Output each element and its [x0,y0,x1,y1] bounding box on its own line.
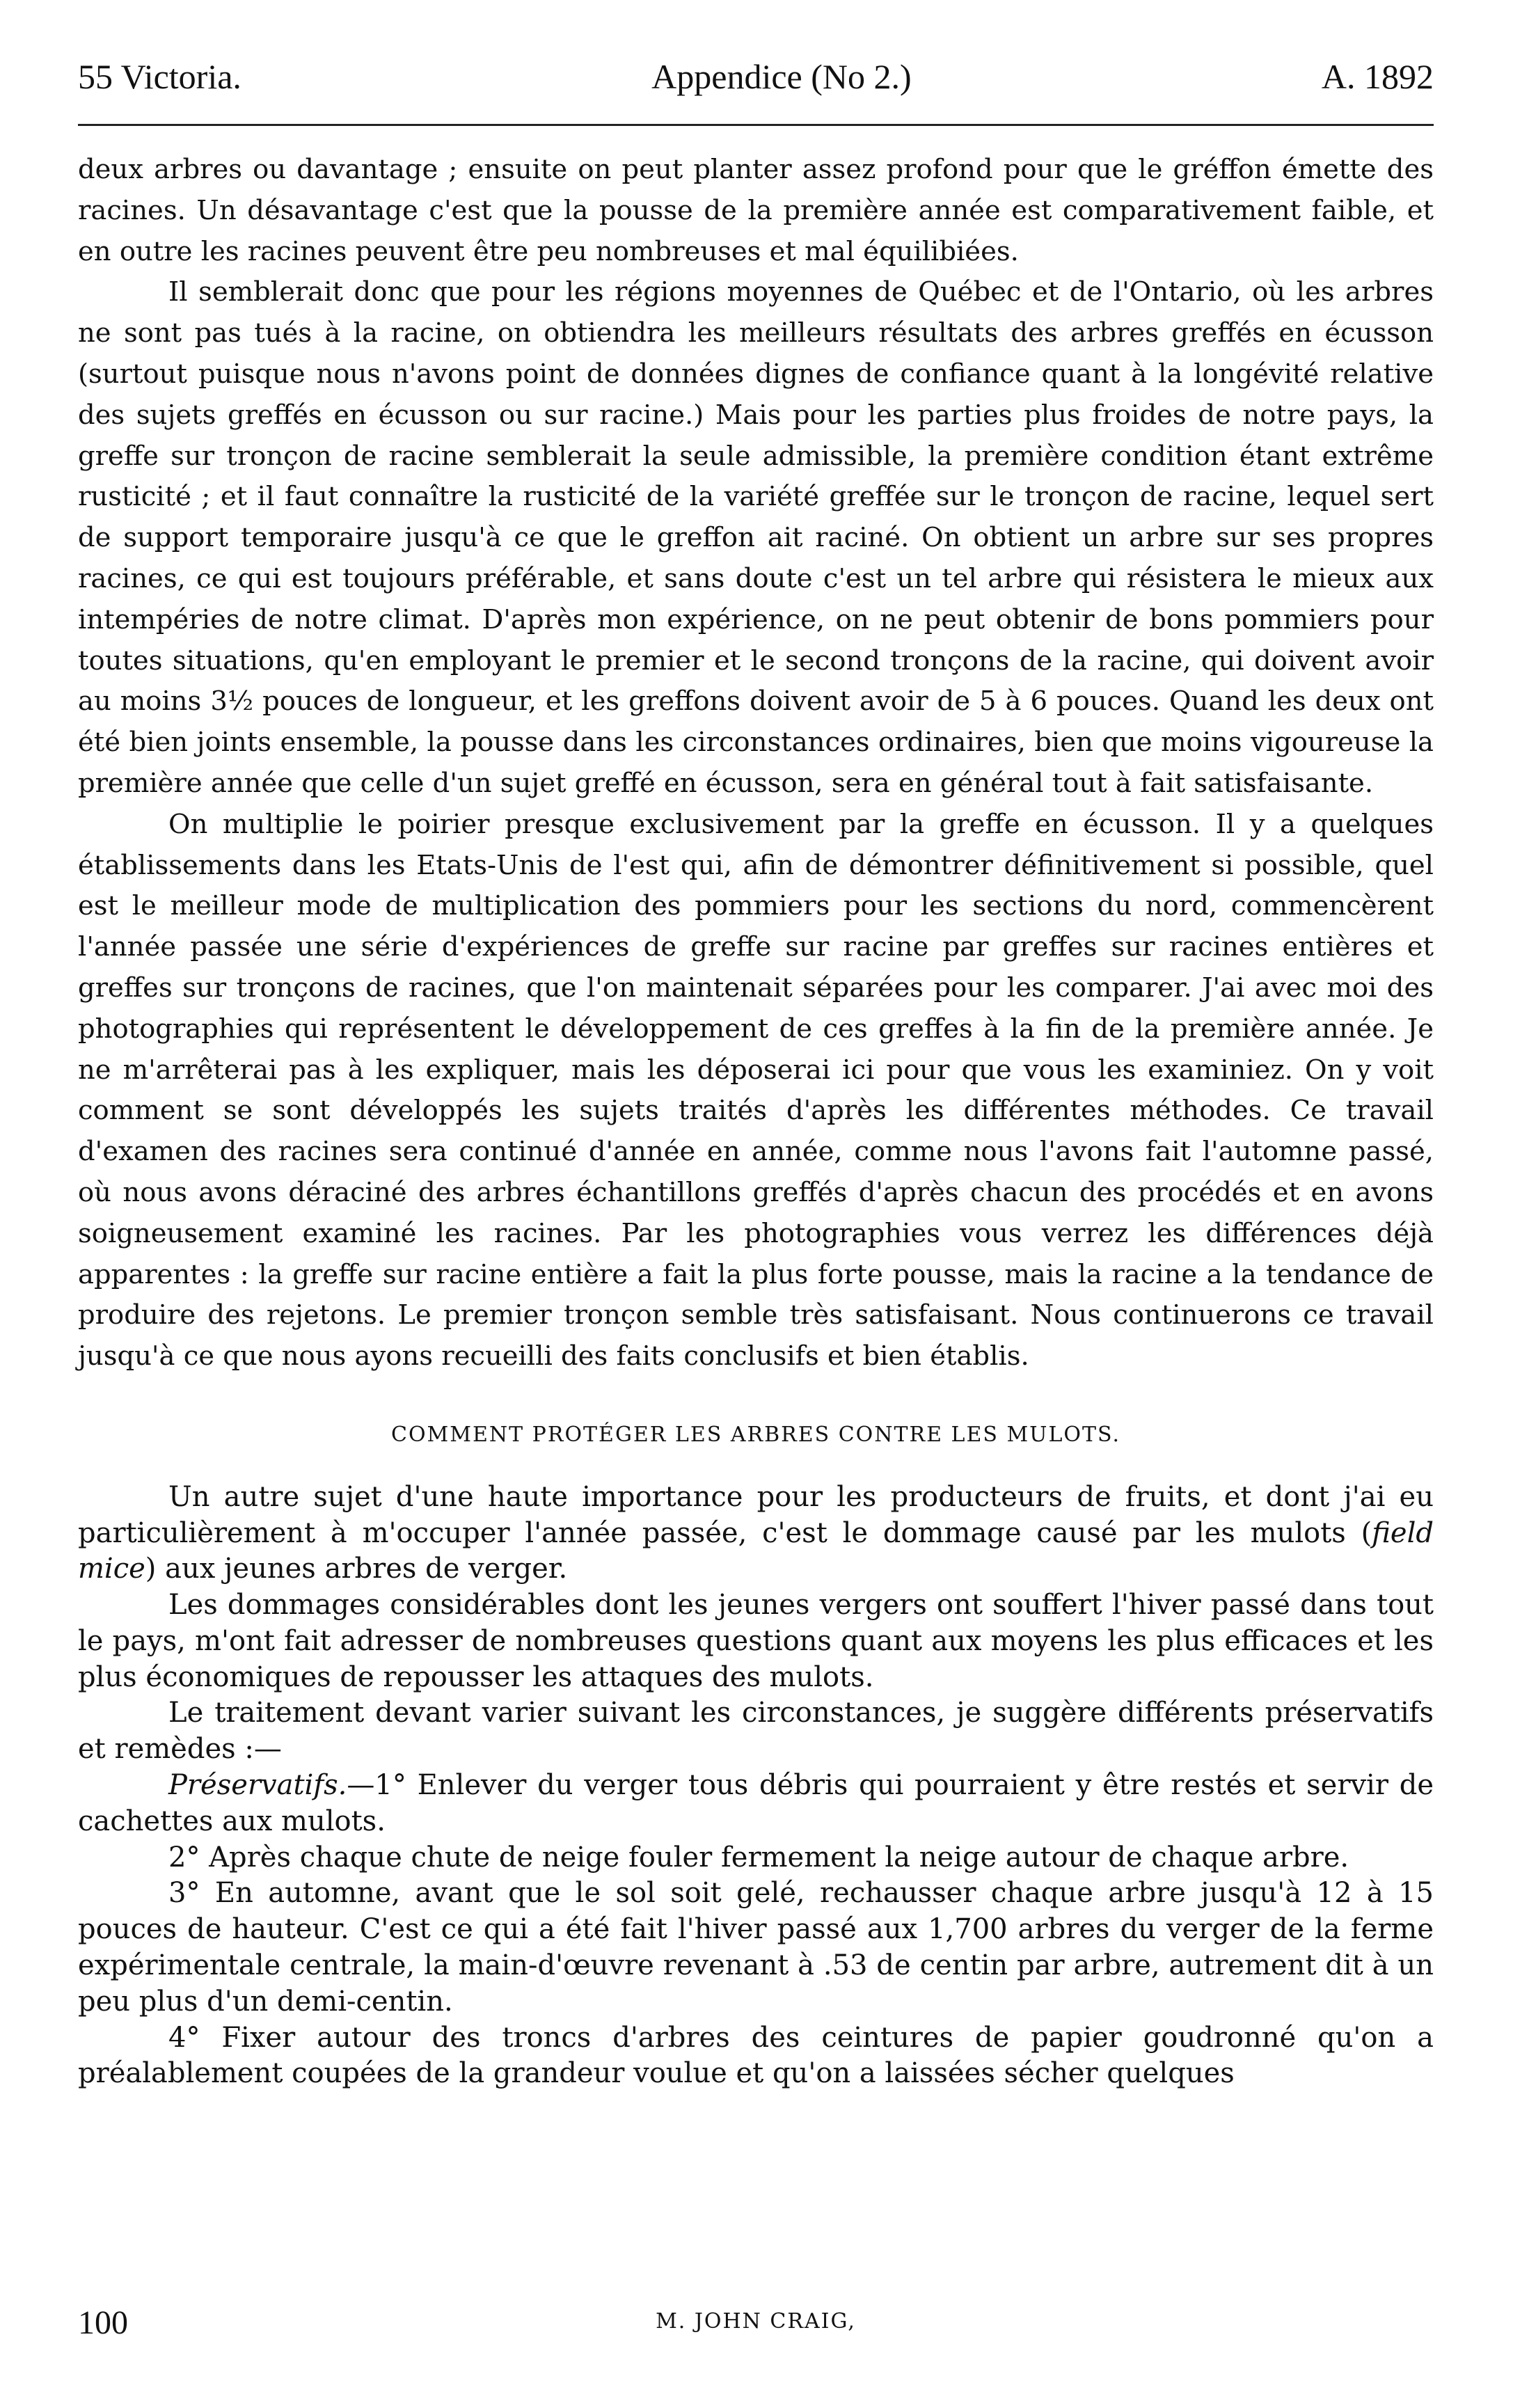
header-right: A. 1892 [1321,57,1434,96]
section-heading: COMMENT PROTÉGER LES ARBRES CONTRE LES MULOTS. [390,1422,1120,1447]
running-footer-author: M. JOHN CRAIG, [656,2309,856,2334]
paragraph: On multiplie le poirier presque exclusivement par la greffe en écusson. Il y a quelques établissements dans les Etats-Unis de l'est qui, afin de démontrer définitivement si possible, quel est le meilleur mode de multiplication des pommiers pour les sections du nord, commencèrent l'année passée une série d'expériences de greffe sur racine par greffes sur racines entières et greffes sur tronçons de racines, que l'on maintenait séparées pour les comparer. J'ai avec moi des photographies qui représentent le développement de ces greffes à la fin de la première année. Je ne m'arrêterai pas à les expliquer, mais les déposerai ici pour que vous les examiniez. On y voit comment se sont développés les sujets traités d'après les différentes méthodes. Ce travail d'examen des racines sera continué d'année en année, comme nous l'avons fait l'automne passé, où nous avons déraciné des arbres échantillons greffés d'après chacun des procédés et en avons soigneusement examiné les racines. Par les photographies vous verrez les différences déjà apparentes : la greffe sur racine entière a fait la plus forte pousse, mais la racine a la tendance de produire des rejetons. Le premier tronçon semble très satisfaisant. Nous continuerons ce travail jusqu'à ce que nous ayons recueilli des faits conclusifs et bien établis. [78,808,1434,1372]
header-center: Appendice (No 2.) [651,57,912,96]
section-mulots [78,1480,1434,2093]
paragraph-text: Un autre sujet d'une haute importance pour les producteurs de fruits, et dont j'ai eu particulièrement à m'occuper l'année passée, c'est le dommage causé par les mulots ( [78,1480,1434,1549]
italic-term: field mice [78,1516,1434,1585]
page-footer [78,2304,1434,2345]
paragraph [78,1480,1434,1587]
italic-term: Préservatifs. [168,1769,347,1802]
paragraph: Les dommages considérables dont les jeunes vergers ont souffert l'hiver passé dans tout le pays, m'ont fait adresser de nombreuses questions quant aux moyens les plus efficaces et les plus économiques de repousser les attaques des mulots. [78,1589,1434,1693]
paragraph-text: —1° Enlever du verger tous débris qui pourraient y être restés et servir de cachettes aux mulots. [78,1769,1434,1837]
header-left: 55 Victoria. [78,57,241,96]
page-number: 100 [78,2304,128,2341]
header-rule [78,124,1434,126]
paragraph: Le traitement devant varier suivant les circonstances, je suggère différents préservatifs et remèdes :— [78,1697,1434,1766]
running-header [78,56,1434,97]
paragraph: 4° Fixer autour des troncs d'arbres des ceintures de papier goudronné qu'on a préalablement coupées de la grandeur voulue et qu'on a laissées sécher quelques [78,2021,1434,2090]
paragraph: Il semblerait donc que pour les régions moyennes de Québec et de l'Ontario, où les arbres ne sont pas tués à la racine, on obtiendra les meilleurs résultats des arbres greffés en écusson (surtout puisque nous n'avons point de données dignes de confiance quant à la longévité relative des sujets greffés en écusson ou sur racine.) Mais pour les parties plus froides de notre pays, la greffe sur tronçon de racine semblerait la seule admissible, la première condition étant extrême rusticité ; et il faut connaître la rusticité de la variété greffée sur le tronçon de racine, lequel sert de support temporaire jusqu'à ce que le greffon ait raciné. On obtient un arbre sur ses propres racines, ce qui est toujours préférable, et sans doute c'est un tel arbre qui résistera le mieux aux intempéries de notre climat. D'après mon expérience, on ne peut obtenir de bons pommiers pour toutes situations, qu'en employant le premier et le second tronçons de la racine, qui doivent avoir au moins 3½ pouces de longueur, et les greffons doivent avoir de 5 à 6 pouces. Quand les deux ont été bien joints ensemble, la pousse dans les circonstances ordinaires, bien que moins vigoureuse la première année que celle d'un sujet greffé en écusson, sera en général tout à fait satisfaisante. [78,276,1434,799]
paragraph: 3° En automne, avant que le sol soit gelé, rechausser chaque arbre jusqu'à 12 à 15 pouces de hauteur. C'est ce qui a été fait l'hiver passé aux 1,700 arbres du verger de la ferme expérimentale centrale, la main-d'œuvre revenant à .53 de centin par arbre, autrement dit à un peu plus d'un demi-centin. [78,1877,1434,2018]
paragraph-text: ) aux jeunes arbres de verger. [145,1553,568,1585]
body-text [78,150,1434,2092]
paragraph: 2° Après chaque chute de neige fouler fermement la neige autour de chaque arbre. [168,1841,1349,1874]
paragraph: deux arbres ou davantage ; ensuite on peut planter assez profond pour que le gréffon émette des racines. Un désavantage c'est que la pousse de la première année est comparativement faible, et en outre les racines peuvent être peu nombreuses et mal équilibiées. [78,154,1434,267]
document-page [78,56,1434,2092]
paragraph [78,1768,1434,1840]
